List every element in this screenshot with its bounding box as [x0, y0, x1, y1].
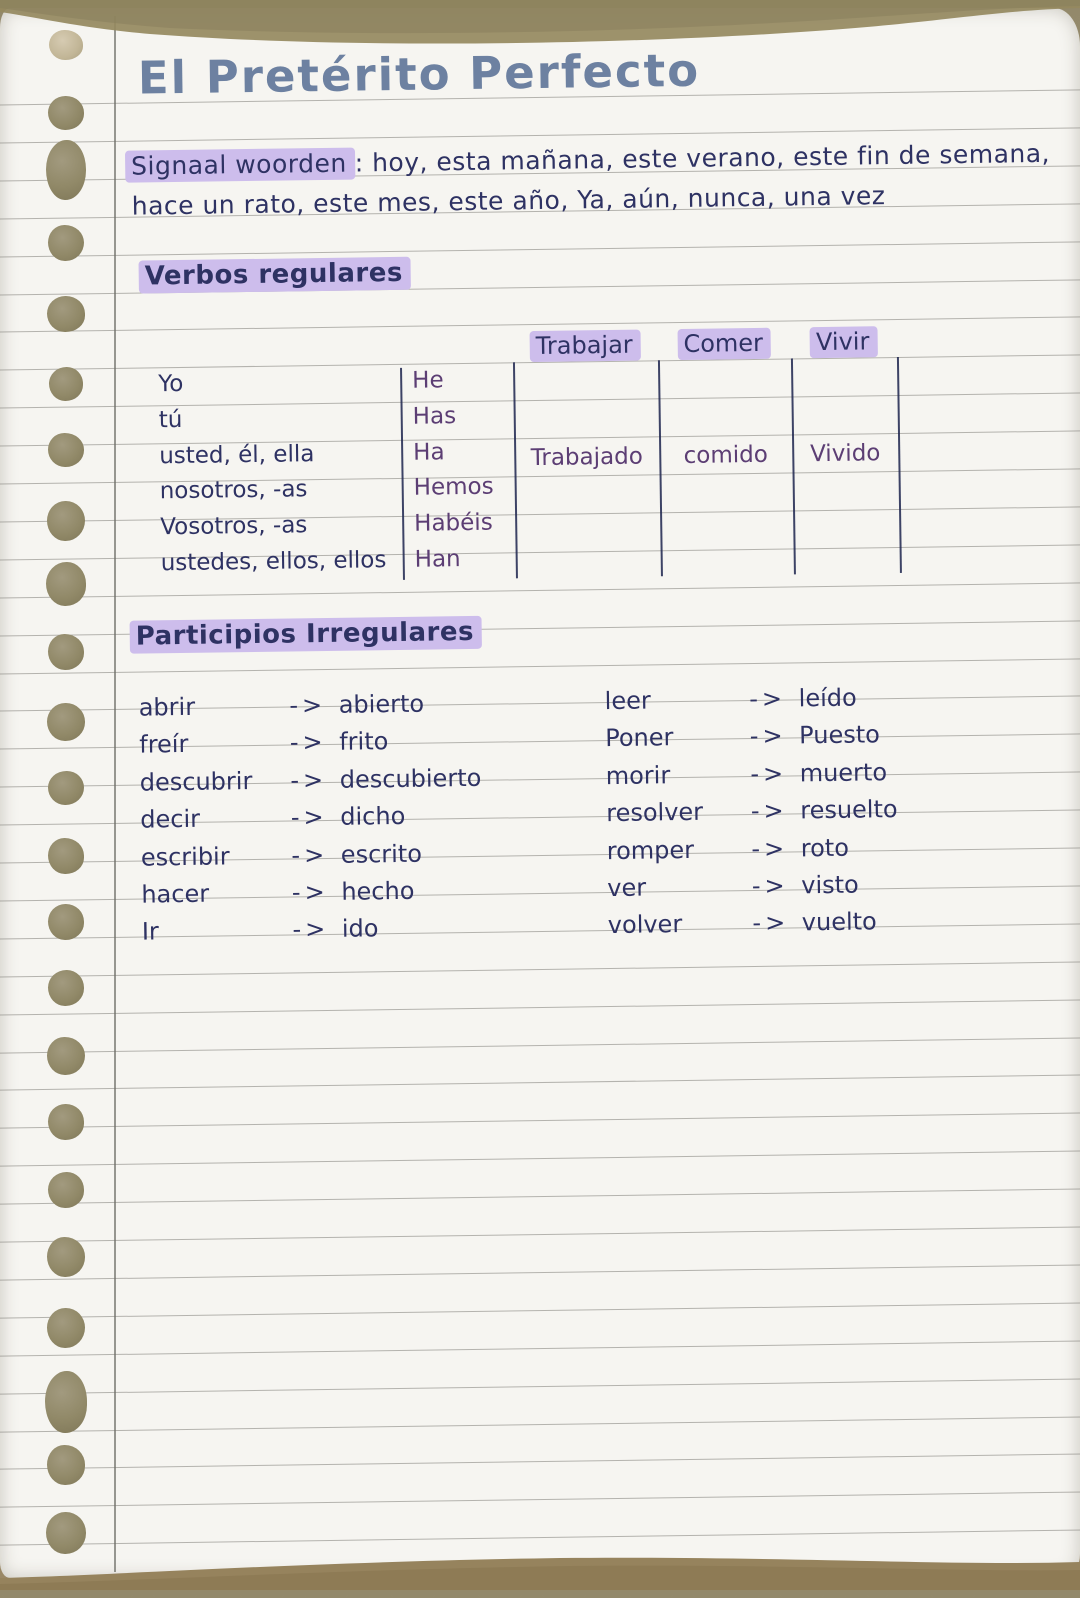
participle: hecho	[341, 876, 415, 906]
arrow-icon: ->	[290, 803, 328, 832]
arrow-icon: ->	[292, 915, 330, 944]
verb: descubrir	[139, 766, 253, 797]
irregular-participles-heading: Participios Irregulares	[130, 617, 483, 652]
pronoun-cell: usted, él, ella	[159, 440, 315, 469]
pronoun-cell: ustedes, ellos, ellos	[160, 547, 387, 577]
arrow-icon: ->	[750, 796, 788, 826]
participle: vuelto	[801, 907, 877, 937]
column-header-trabajar: Trabajar	[513, 328, 658, 362]
conjugation-table	[144, 325, 927, 588]
irregular-verb-row	[139, 722, 489, 764]
arrow-icon: ->	[289, 728, 327, 757]
table-border	[400, 368, 405, 580]
irregular-verb-row	[605, 715, 965, 757]
participle: visto	[801, 870, 859, 900]
arrow-icon: ->	[749, 684, 787, 714]
irregular-verb-row	[142, 909, 492, 951]
arrow-icon: ->	[752, 908, 790, 938]
verb: romper	[606, 835, 695, 865]
arrow-icon: ->	[290, 765, 328, 795]
pronoun-cell: nosotros, -as	[159, 476, 308, 505]
irregular-verb-row	[141, 872, 491, 914]
irregular-list-left	[138, 685, 492, 952]
participle: ido	[341, 914, 379, 944]
verb: volver	[607, 910, 683, 940]
auxiliary-cell: He	[412, 367, 444, 394]
verb: resolver	[606, 797, 704, 828]
irregular-verb-row	[138, 685, 488, 727]
auxiliary-column	[412, 363, 495, 579]
participle: leído	[798, 683, 857, 713]
participle: resuelto	[800, 795, 898, 825]
signal-words-line1	[125, 139, 1050, 181]
auxiliary-cell: Hemos	[413, 474, 494, 502]
signal-words-rest: : hoy, esta mañana, este verano, este fin de semana,	[354, 138, 1051, 178]
pronoun-cell: Yo	[158, 370, 184, 398]
verb: leer	[604, 686, 651, 716]
participle-cell: comido	[683, 441, 769, 469]
participle: Puesto	[799, 720, 881, 750]
irregular-verb-row	[140, 759, 490, 801]
arrow-icon: ->	[751, 871, 789, 901]
irregular-verb-row	[141, 834, 491, 876]
verb: Ir	[141, 917, 160, 946]
regular-verbs-heading: Verbos regulares	[139, 258, 412, 292]
pronoun-cell: tú	[158, 406, 183, 434]
verb: abrir	[138, 692, 196, 722]
auxiliary-cell: Habéis	[414, 509, 493, 537]
pronoun-cell: Vosotros, -as	[160, 512, 308, 541]
arrow-icon: ->	[291, 877, 329, 907]
participle: roto	[800, 833, 850, 862]
participle: muerto	[799, 757, 888, 788]
verb: Poner	[605, 723, 674, 753]
verb: hacer	[141, 879, 210, 909]
verb: ver	[607, 873, 647, 903]
irregular-verb-row	[140, 797, 490, 839]
desk-background-top	[0, 0, 1080, 70]
verb: decir	[140, 804, 201, 834]
page-title: El Pretérito Perfecto	[137, 43, 701, 105]
irregular-verb-row	[605, 753, 965, 795]
participle-cell: Vivido	[809, 440, 881, 468]
participle-cell: Trabajado	[530, 443, 643, 472]
signal-words-label: Signaal woorden	[125, 148, 355, 183]
verb: freír	[139, 730, 189, 759]
column-header-comer: Comer	[657, 326, 790, 360]
participle: abierto	[338, 689, 425, 719]
desk-background-bottom	[0, 1544, 1080, 1590]
auxiliary-cell: Has	[412, 402, 457, 430]
irregular-verb-row	[607, 865, 967, 907]
verb: morir	[605, 760, 671, 790]
participle: escrito	[340, 839, 423, 869]
irregular-verb-row	[606, 790, 966, 832]
auxiliary-cell: Han	[414, 546, 461, 573]
arrow-icon: ->	[749, 721, 787, 751]
irregular-verb-row	[607, 828, 967, 870]
irregular-list-right	[604, 678, 968, 945]
arrow-icon: ->	[750, 759, 788, 788]
signal-words-line2: hace un rato, este mes, este año, Ya, aún, nunca, una vez	[131, 181, 886, 221]
irregular-verb-row	[604, 678, 964, 720]
participle: dicho	[340, 802, 406, 831]
participle: frito	[339, 727, 389, 757]
pronoun-column	[158, 364, 387, 582]
verb: escribir	[140, 841, 230, 872]
arrow-icon: ->	[291, 840, 329, 870]
participle: descubierto	[339, 763, 482, 794]
arrow-icon: ->	[751, 834, 789, 863]
arrow-icon: ->	[289, 690, 327, 720]
column-header-vivir: Vivir	[790, 325, 896, 358]
auxiliary-cell: Ha	[413, 438, 445, 466]
irregular-verb-row	[608, 902, 968, 944]
